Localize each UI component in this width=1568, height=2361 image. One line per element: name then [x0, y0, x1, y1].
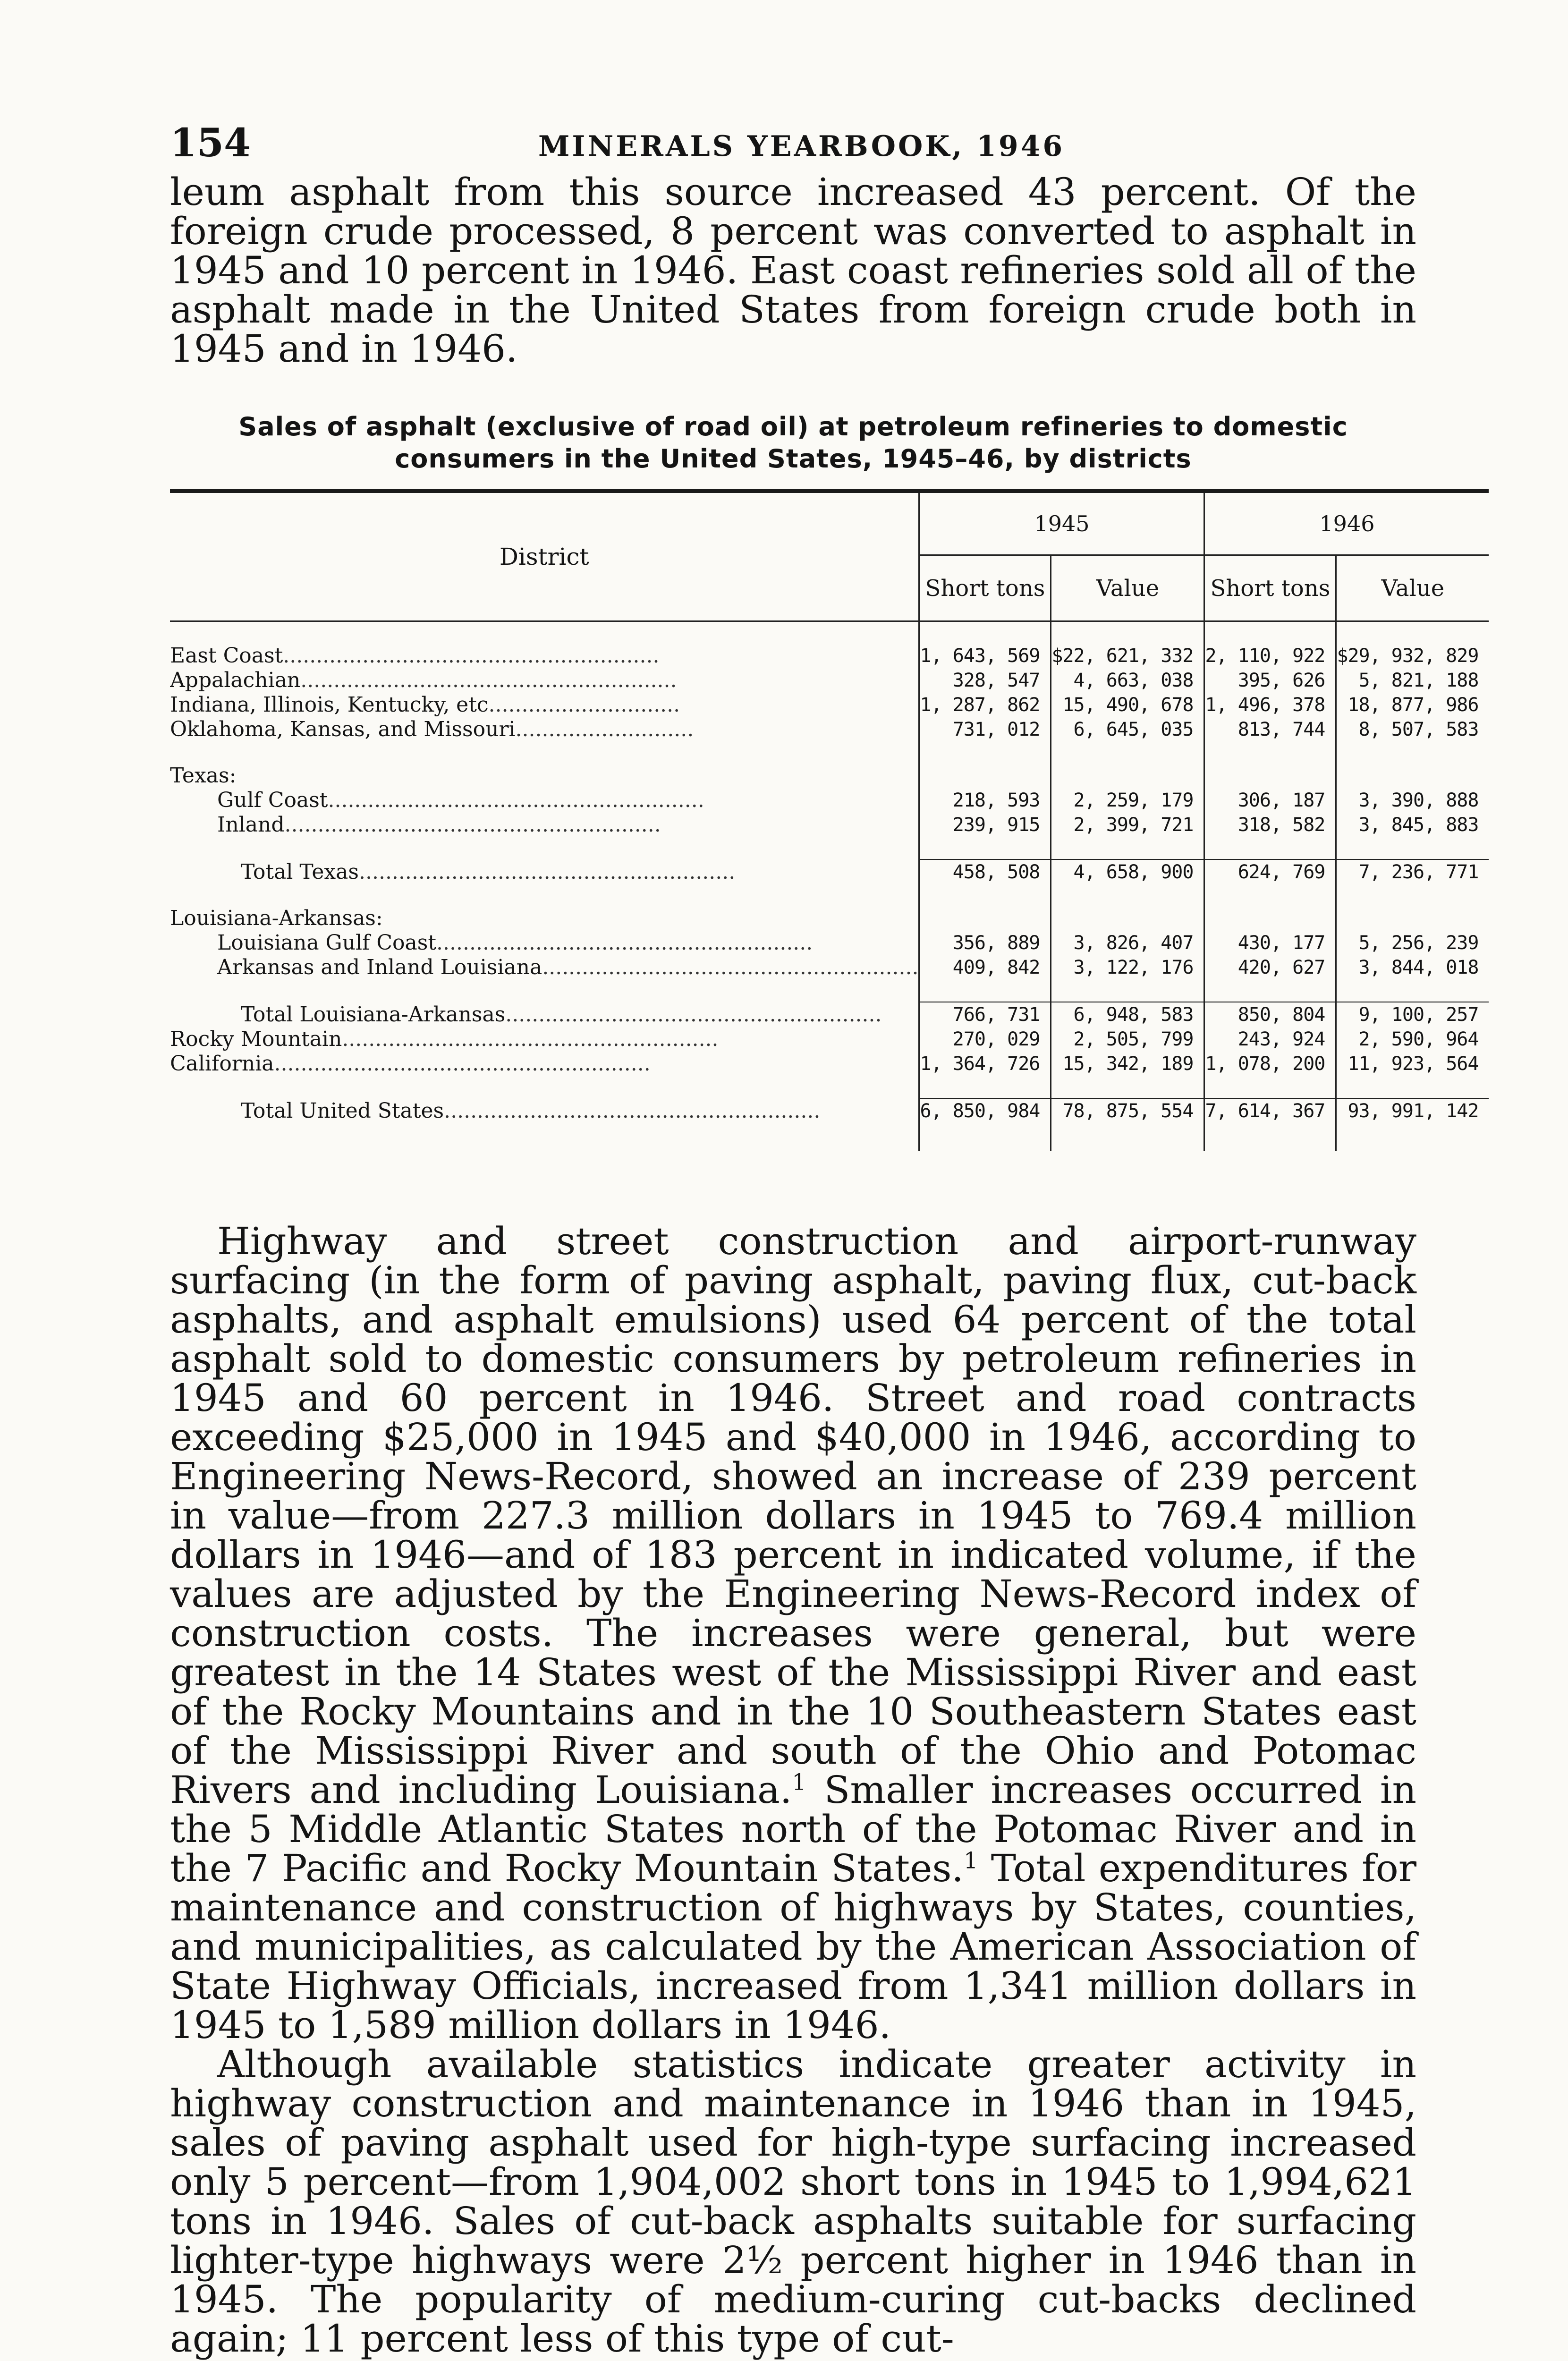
value-1945-header: Value — [1051, 555, 1204, 621]
cell-short-tons-1945: 766, 731 — [919, 1002, 1051, 1027]
cell-short-tons-1946: 430, 177 — [1204, 931, 1336, 955]
cell-value-1946: 9, 100, 257 — [1336, 1002, 1489, 1027]
cell-value-1946: 3, 845, 883 — [1336, 813, 1489, 837]
cell-short-tons-1945: 1, 364, 726 — [919, 1052, 1051, 1076]
cell-short-tons-1945: 1, 287, 862 — [919, 693, 1051, 717]
cell-value-1945: 2, 259, 179 — [1051, 788, 1204, 813]
cell-value-1946: $29, 932, 829 — [1336, 644, 1489, 668]
cell-short-tons-1945: 218, 593 — [919, 788, 1051, 813]
table-caption — [170, 411, 1416, 475]
cell-value-1945: 3, 826, 407 — [1051, 931, 1204, 955]
cell-short-tons-1946: 624, 769 — [1204, 859, 1336, 884]
cell-value-1945: 6, 948, 583 — [1051, 1002, 1204, 1027]
cell-short-tons-1946: 243, 924 — [1204, 1027, 1336, 1052]
cell-short-tons-1946: 813, 744 — [1204, 717, 1336, 742]
cell-value-1945: 15, 342, 189 — [1051, 1052, 1204, 1076]
body-paragraph-1: Highway and street construction and airport-runway surfacing (in the form of paving asphalt, paving flux, cut-back asphalts, and asphalt emulsions) used 64 percent of the total asphalt sold to domestic consumers by petroleum refineries in 1945 and 60 percent in 1946. Street and road contracts exceeding $25,000 in 1945 and $40,000 in 1946, according to Engineering News-Record, showed an increase of 239 percent in value—from 227.3 million dollars in 1945 to 769.4 million dollars in 1946—and of 183 percent in indicated volume, if the values are adjusted by the Engineering News-Record index of construction costs. The increases were general, but were greatest in the 14 States west of the Mississippi River and east of the Rocky Mountains and in the 10 Southeastern States east of the Mississippi River and south of the Ohio and Potomac Rivers and including Louisiana.$^1$ Smaller increases occurred in the 5 Middle Atlantic States north of the Potomac River and in the 7 Pacific and Rocky Mountain States.$^1$ Total expenditures for maintenance and construction of highways by States, counties, and municipalities, as calculated by the American Association of State Highway Officials, increased from 1,341 million dollars in 1945 to 1,589 million dollars in 1946. — [170, 1219, 1417, 2047]
cell-short-tons-1945: 356, 889 — [919, 931, 1051, 955]
cell-value-1945: 3, 122, 176 — [1051, 955, 1204, 980]
intro-paragraph: leum asphalt from this source increased 43 percent. Of the foreign crude processed, 8 percent was converted to asphalt in 1945 and 10 percent in 1946. East coast refineries sold all of the asphalt made in the United States from foreign crude both in 1945 and in 1946. — [170, 170, 1416, 371]
table-row — [170, 668, 1489, 693]
cell-short-tons-1946: 1, 496, 378 — [1204, 693, 1336, 717]
row-group-label: Texas: — [170, 764, 237, 788]
cell-value-1946: 5, 821, 188 — [1336, 668, 1489, 693]
row-label: Arkansas and Inland Louisiana......................................................... — [217, 955, 919, 979]
row-label: Appalachian......................................................... — [170, 668, 677, 692]
row-label: Gulf Coast......................................................... — [217, 788, 704, 812]
cell-value-1945: 4, 663, 038 — [1051, 668, 1204, 693]
table-row — [170, 644, 1489, 668]
cell-short-tons-1945: 6, 850, 984 — [919, 1098, 1051, 1129]
table-row — [170, 931, 1489, 955]
cell-value-1945: 2, 399, 721 — [1051, 813, 1204, 837]
cell-short-tons-1945: 328, 547 — [919, 668, 1051, 693]
cell-short-tons-1946: 2, 110, 922 — [1204, 644, 1336, 668]
cell-value-1946: 8, 507, 583 — [1336, 717, 1489, 742]
table-row-total — [170, 859, 1489, 884]
cell-short-tons-1945: 1, 643, 569 — [919, 644, 1051, 668]
cell-short-tons-1946: 395, 626 — [1204, 668, 1336, 693]
footnote-ref: 1 — [792, 1769, 806, 1796]
table-row-total — [170, 1002, 1489, 1027]
cell-value-1945: $22, 621, 332 — [1051, 644, 1204, 668]
value-1946-header: Value — [1336, 555, 1489, 621]
cell-value-1946: 93, 991, 142 — [1336, 1098, 1489, 1129]
body-paragraph-2: Although available statistics indicate greater activity in highway construction and maintenance in 1946 than in 1945, sales of paving asphalt used for high-type surfacing increased only 5 percent—from 1,904,002 short tons in 1945 to 1,994,621 tons in 1946. Sales of cut-back asphalts suitable for surfacing lighter-type highways were 2½ percent higher in 1946 than in 1945. The popularity of medium-curing cut-backs declined again; 11 percent less of this type of cut- — [170, 2042, 1416, 2361]
table-row — [170, 764, 1489, 788]
row-label: Inland......................................................... — [217, 813, 661, 837]
cell-value-1946: 11, 923, 564 — [1336, 1052, 1489, 1076]
cell-short-tons-1945: 458, 508 — [919, 859, 1051, 884]
cell-short-tons-1946: 850, 804 — [1204, 1002, 1336, 1027]
table-row — [170, 1052, 1489, 1076]
page — [170, 120, 1479, 2361]
row-label: East Coast......................................................... — [170, 644, 660, 668]
table-row-total — [170, 1098, 1489, 1129]
asphalt-sales-table — [170, 489, 1489, 1151]
cell-value-1945: 4, 658, 900 — [1051, 859, 1204, 884]
short-tons-1945-header: Short tons — [919, 555, 1051, 621]
cell-value-1945: 2, 505, 799 — [1051, 1027, 1204, 1052]
table-row — [170, 813, 1489, 837]
cell-short-tons-1945: 409, 842 — [919, 955, 1051, 980]
cell-value-1946: 7, 236, 771 — [1336, 859, 1489, 884]
cell-value-1946: 2, 590, 964 — [1336, 1027, 1489, 1052]
row-label: Total Texas......................................................... — [241, 859, 736, 884]
cell-short-tons-1946: 318, 582 — [1204, 813, 1336, 837]
district-header: District — [170, 491, 919, 621]
cell-short-tons-1945: 731, 012 — [919, 717, 1051, 742]
short-tons-1946-header: Short tons — [1204, 555, 1336, 621]
row-label: Indiana, Illinois, Kentucky, etc............................. — [170, 693, 680, 717]
page-number: 154 — [170, 120, 251, 166]
row-label: Oklahoma, Kansas, and Missouri........................... — [170, 717, 694, 741]
caption-line-2: consumers in the United States, 1945–46, by districts — [395, 444, 1192, 474]
year-1945-header: 1945 — [919, 491, 1204, 555]
running-header — [170, 120, 1416, 172]
table-row — [170, 788, 1489, 813]
table-row — [170, 955, 1489, 980]
table-row — [170, 906, 1489, 931]
cell-value-1946: 5, 256, 239 — [1336, 931, 1489, 955]
table-row — [170, 693, 1489, 717]
cell-short-tons-1946: 306, 187 — [1204, 788, 1336, 813]
year-1946-header: 1946 — [1204, 491, 1489, 555]
row-label: Total Louisiana-Arkansas......................................................... — [241, 1002, 882, 1027]
row-label: California......................................................... — [170, 1052, 651, 1076]
cell-short-tons-1946: 7, 614, 367 — [1204, 1098, 1336, 1129]
cell-value-1945: 15, 490, 678 — [1051, 693, 1204, 717]
cell-value-1945: 6, 645, 035 — [1051, 717, 1204, 742]
cell-short-tons-1945: 239, 915 — [919, 813, 1051, 837]
cell-value-1945: 78, 875, 554 — [1051, 1098, 1204, 1129]
table-row — [170, 717, 1489, 742]
running-head-title: MINERALS YEARBOOK, 1946 — [538, 130, 1065, 163]
cell-short-tons-1945: 270, 029 — [919, 1027, 1051, 1052]
table-row — [170, 1027, 1489, 1052]
row-label: Rocky Mountain......................................................... — [170, 1027, 719, 1051]
table-header-row-1 — [170, 491, 1489, 555]
row-group-label: Louisiana-Arkansas: — [170, 906, 383, 930]
cell-short-tons-1946: 420, 627 — [1204, 955, 1336, 980]
cell-short-tons-1946: 1, 078, 200 — [1204, 1052, 1336, 1076]
cell-value-1946: 18, 877, 986 — [1336, 693, 1489, 717]
footnote-ref: 1 — [963, 1847, 978, 1874]
cell-value-1946: 3, 390, 888 — [1336, 788, 1489, 813]
cell-value-1946: 3, 844, 018 — [1336, 955, 1489, 980]
row-label: Total United States......................................................... — [241, 1098, 821, 1123]
caption-line-1: Sales of asphalt (exclusive of road oil) at petroleum refineries to domestic — [238, 412, 1348, 442]
row-label: Louisiana Gulf Coast......................................................... — [217, 931, 813, 955]
